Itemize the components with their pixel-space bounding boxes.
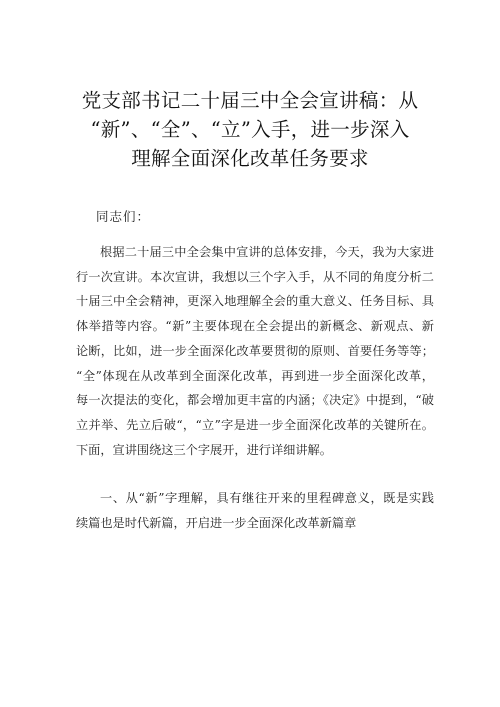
paragraph-line: 行一次宣讲。本次宣讲，我想以三个字入手，从不同的角度分析二 (76, 269, 434, 284)
paragraph-line: 体举措等内容。“新”主要体现在全会提出的新概念、新观点、新 (76, 319, 434, 334)
section-heading-paragraph (76, 486, 434, 535)
paragraph-line: 下面，宣讲围绕这三个字展开，进行详细讲解。 (76, 442, 332, 457)
title-line: 党支部书记二十届三中全会宣讲稿：从 (81, 89, 419, 112)
paragraph-line: 立并举、先立后破“，“立”字是进一步全面深化改革的关键所在。 (76, 417, 434, 432)
paragraph-line: 续篇也是时代新篇，开启进一步全面深化改革新篇章 (76, 515, 357, 530)
paragraph-line: 根据二十届三中全会集中宣讲的总体安排，今天，我为大家进 (100, 245, 434, 259)
paragraph-line: 一、从“新”字理解，具有继往开来的里程碑意义，既是实践 (100, 491, 434, 505)
salutation: 同志们： (96, 209, 151, 224)
paragraph-line: 十届三中全会精神，更深入地理解全会的重大意义、任务目标、具 (76, 294, 434, 309)
title-line: “新”、“全”、“立”入手，进一步深入 (90, 118, 410, 141)
paragraph-line: 论断，比如，进一步全面深化改革要贯彻的原则、首要任务等等； (76, 343, 434, 358)
paragraph-line: 每一次提法的变化，都会增加更丰富的内涵；《决定》中提到，“破 (76, 393, 434, 408)
title-line: 理解全面深化改革任务要求 (131, 147, 369, 170)
document-title (60, 86, 440, 173)
intro-paragraph (76, 240, 434, 462)
paragraph-line: “全”体现在从改革到全面深化改革，再到进一步全面深化改革， (76, 368, 434, 383)
